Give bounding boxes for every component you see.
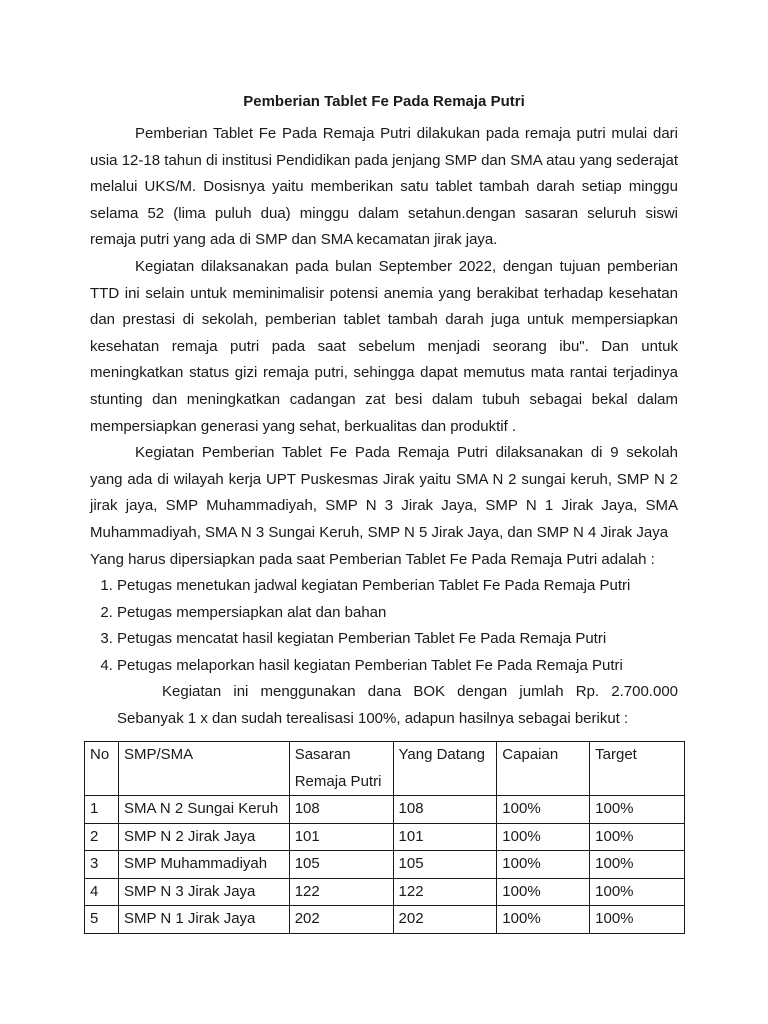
cell-datang: 105 [393,851,497,879]
header-capaian: Capaian [497,742,590,796]
paragraph-objective: Kegiatan dilaksanakan pada bulan September 2022, dengan tujuan pemberian TTD ini selain untuk meminimalisir potensi anemia yang berakibat terhadap kesehatan dan prestasi di sekolah, pemberian tablet tambah darah juga untuk mempersiapkan kesehatan remaja putri pada saat sebelum menjadi seorang ibu". Dan untuk meningkatkan status gizi remaja putri, sehingga dapat memutus mata rantai terjadinya stunting dan meningkatkan cadangan zat besi dalam tubuh sebagai bekal dalam mempersiapkan generasi yang sehat, berkualitas dan produktif . [90,257,678,435]
header-datang: Yang Datang [393,742,497,796]
paragraph-intro: Pemberian Tablet Fe Pada Remaja Putri dilakukan pada remaja putri mulai dari usia 12-18 tahun di institusi Pendidikan pada jenjang SMP dan SMA atau yang sederajat melalui UKS/M. Dosisnya yaitu memberikan satu tablet tambah darah setiap minggu selama 52 (lima puluh dua) minggu dalam setahun.dengan sasaran seluruh siswi remaja putri yang ada di SMP dan SMA kecamatan jirak jaya. [90,125,678,249]
list-item: 3. Petugas mencatat hasil kegiatan Pemberian Tablet Fe Pada Remaja Putri [117,626,678,653]
cell-capaian: 100% [497,796,590,824]
cell-target: 100% [590,851,685,879]
cell-datang: 202 [393,906,497,934]
cell-capaian: 100% [497,906,590,934]
cell-sasaran: 202 [289,906,393,934]
cell-no: 4 [85,878,119,906]
table-header-row [85,742,685,796]
cell-no: 3 [85,851,119,879]
header-sasaran [289,742,393,796]
cell-no: 2 [85,823,119,851]
cell-capaian: 100% [497,878,590,906]
cell-target: 100% [590,823,685,851]
cell-school: SMP N 3 Jirak Jaya [118,878,289,906]
cell-school: SMP Muhammadiyah [118,851,289,879]
cell-target: 100% [590,796,685,824]
table-row [85,906,685,934]
cell-sasaran: 108 [289,796,393,824]
table-row [85,823,685,851]
cell-datang: 101 [393,823,497,851]
list-item: 4. Petugas melaporkan hasil kegiatan Pemberian Tablet Fe Pada Remaja Putri [117,653,678,680]
header-sasaran-line2: Remaja Putri [294,772,382,790]
paragraph-schools: Kegiatan Pemberian Tablet Fe Pada Remaja Putri dilaksanakan di 9 sekolah yang ada di wilayah kerja UPT Puskesmas Jirak yaitu SMA N 2 sungai keruh, SMP N 2 jirak jaya, SMP Muhammadiyah, SMP N 3 Jirak Jaya, SMP N 1 Jirak Jaya, SMA Muhammadiyah, SMA N 3 Sungai Keruh, SMP N 5 Jirak Jaya, dan SMP N 4 Jirak Jaya [90,444,678,541]
cell-target: 100% [590,906,685,934]
table-row [85,878,685,906]
cell-capaian: 100% [497,823,590,851]
steps-list [90,573,678,679]
closing-paragraph: Kegiatan ini menggunakan dana BOK dengan jumlah Rp. 2.700.000 Sebanyak 1 x dan sudah terealisasi 100%, adapun hasilnya sebagai berikut : [117,683,678,728]
cell-datang: 108 [393,796,497,824]
results-table [84,741,685,934]
cell-school: SMP N 1 Jirak Jaya [118,906,289,934]
table-row [85,851,685,879]
list-intro: Yang harus dipersiapkan pada saat Pemberian Tablet Fe Pada Remaja Putri adalah : [90,550,655,568]
list-item: 2. Petugas mempersiapkan alat dan bahan [117,600,678,627]
cell-sasaran: 122 [289,878,393,906]
cell-no: 1 [85,796,119,824]
cell-school: SMA N 2 Sungai Keruh [118,796,289,824]
cell-school: SMP N 2 Jirak Jaya [118,823,289,851]
cell-sasaran: 101 [289,823,393,851]
list-item: 1. Petugas menetukan jadwal kegiatan Pemberian Tablet Fe Pada Remaja Putri [117,573,678,600]
cell-datang: 122 [393,878,497,906]
cell-capaian: 100% [497,851,590,879]
document-body [90,121,678,733]
header-school: SMP/SMA [118,742,289,796]
document-title: Pemberian Tablet Fe Pada Remaja Putri [243,93,525,110]
header-sasaran-line1: Sasaran [294,746,351,763]
header-no: No [85,742,119,796]
table-row [85,796,685,824]
cell-target: 100% [590,878,685,906]
cell-no: 5 [85,906,119,934]
cell-sasaran: 105 [289,851,393,879]
header-target: Target [590,742,685,796]
